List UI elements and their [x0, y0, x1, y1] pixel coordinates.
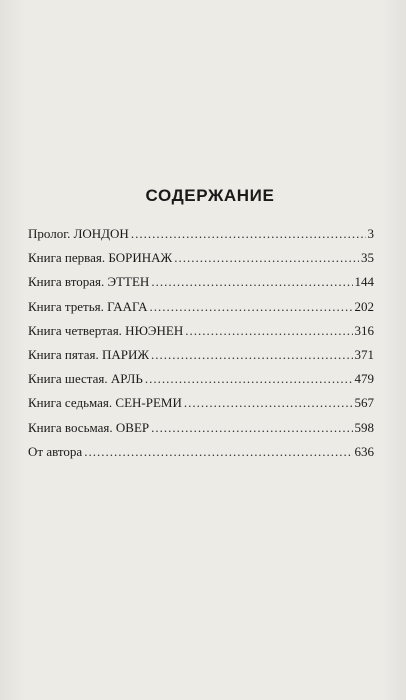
toc-entry	[28, 222, 374, 246]
toc-entry-label: Книга восьмая. ОВЕР	[28, 419, 150, 435]
dot-leader	[145, 367, 353, 391]
toc-entry-page: 202	[354, 298, 374, 314]
toc-entry	[28, 391, 374, 415]
toc-entry-page: 636	[354, 443, 374, 459]
toc-entry-label: Книга вторая. ЭТТЕН	[28, 274, 150, 290]
toc-entry-label: Книга третья. ГААГА	[28, 298, 148, 314]
toc-entry-page: 371	[354, 346, 374, 362]
dot-leader	[151, 416, 352, 440]
table-of-contents	[28, 186, 374, 464]
toc-entry	[28, 270, 374, 294]
toc-entry-page: 35	[361, 250, 374, 266]
dot-leader	[84, 440, 352, 464]
toc-entry	[28, 367, 374, 391]
toc-entry	[28, 246, 374, 270]
toc-entry-page: 479	[354, 371, 374, 387]
toc-entry-label: Книга пятая. ПАРИЖ	[28, 346, 150, 362]
toc-entry	[28, 416, 374, 440]
toc-entry-page: 567	[354, 395, 374, 411]
dot-leader	[131, 222, 366, 246]
toc-entry-label: Книга четвертая. НЮЭНЕН	[28, 322, 184, 338]
toc-entry	[28, 440, 374, 464]
dot-leader	[151, 343, 352, 367]
toc-entry	[28, 295, 374, 319]
toc-entry-label: Пролог. ЛОНДОН	[28, 226, 129, 241]
toc-entry-page: 598	[354, 419, 374, 435]
toc-entry-page: 144	[354, 274, 374, 290]
toc-entry	[28, 319, 374, 343]
toc-title: СОДЕРЖАНИЕ	[145, 186, 275, 205]
dot-leader	[184, 391, 353, 415]
toc-entry-page: 3	[367, 226, 374, 241]
toc-entry-page: 316	[354, 322, 374, 338]
dot-leader	[151, 270, 352, 294]
toc-entry-label: От автора	[28, 443, 83, 459]
toc-entry-label: Книга седьмая. СЕН-РЕМИ	[28, 395, 182, 411]
toc-entry-label: Книга шестая. АРЛЬ	[28, 371, 143, 387]
dot-leader	[150, 295, 353, 319]
dot-leader	[185, 319, 352, 343]
toc-entry-label: Книга первая. БОРИНАЖ	[28, 250, 173, 266]
dot-leader	[174, 246, 359, 270]
toc-entry	[28, 343, 374, 367]
